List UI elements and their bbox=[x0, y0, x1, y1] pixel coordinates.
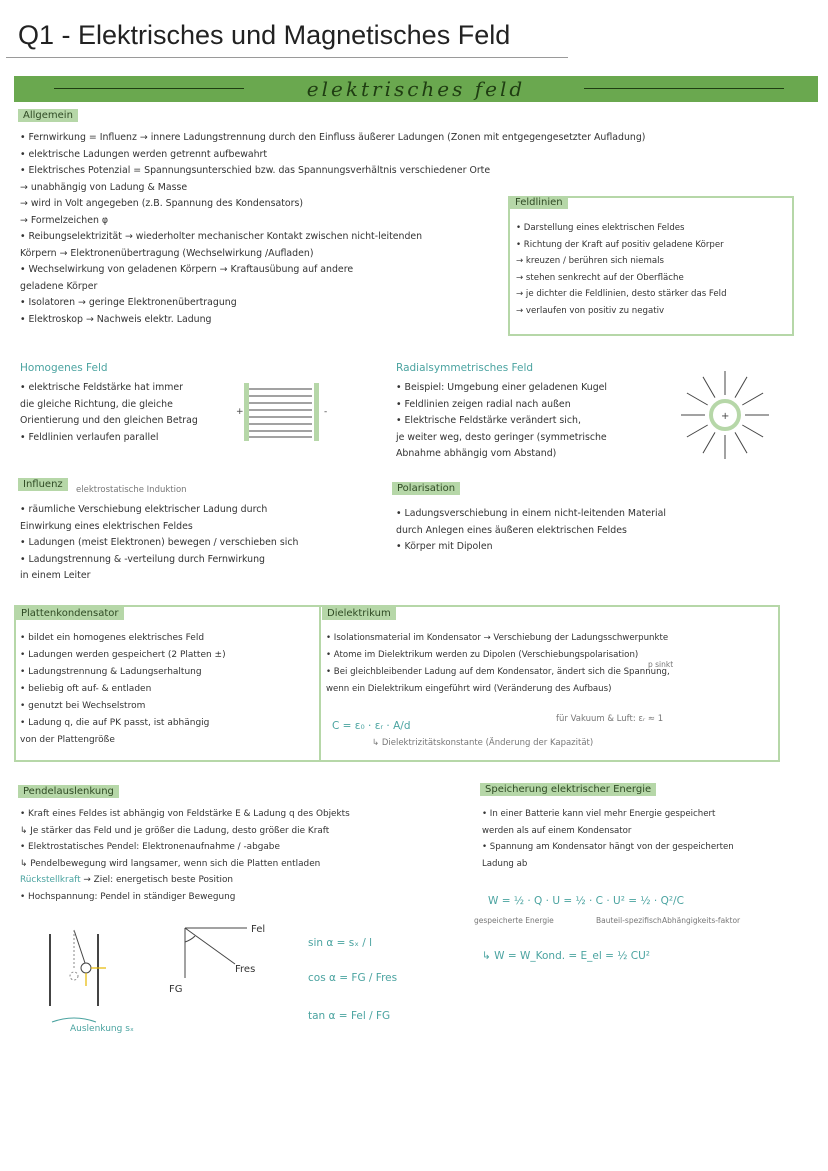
radial-list bbox=[396, 380, 607, 463]
influenz-list bbox=[20, 502, 298, 585]
radial-line: • Beispiel: Umgebung einer geladenen Kugel bbox=[396, 382, 608, 393]
energie-list bbox=[482, 806, 734, 872]
allgemein-line: • elektrische Ladungen werden getrennt aufbewahrt bbox=[20, 148, 268, 160]
allgemein-line: • Isolatoren → geringe Elektronenübertragung bbox=[20, 297, 237, 308]
section-banner bbox=[14, 76, 818, 102]
energie-line: Ladung ab bbox=[482, 858, 528, 869]
feldlinien-list bbox=[516, 220, 788, 319]
influenz-line: • räumliche Verschiebung elektrischer Ladung durch bbox=[20, 504, 268, 515]
radial-field-line bbox=[735, 377, 747, 398]
title-underline bbox=[6, 57, 568, 58]
homogen-list bbox=[20, 380, 198, 446]
sin-formula: sin α = sₓ / l bbox=[308, 937, 373, 949]
pk-line: • bildet ein homogenes elektrisches Feld bbox=[20, 633, 205, 643]
label-fel: Fel bbox=[251, 924, 266, 935]
homogen-line: die gleiche Richtung, die gleiche bbox=[20, 398, 173, 410]
force-diagram bbox=[165, 920, 285, 1000]
pendel-line: • Elektrostatisches Pendel: Elektronenaufnahme / -abgabe bbox=[20, 842, 280, 852]
label-fres: Fres bbox=[235, 964, 256, 975]
feldlinien-line: • Darstellung eines elektrischen Feldes bbox=[516, 223, 685, 233]
influenz-line: • Ladungen (meist Elektronen) bewegen / verschieben sich bbox=[20, 537, 299, 548]
influenz-line: in einem Leiter bbox=[20, 570, 91, 581]
cos-formula: cos α = FG / Fres bbox=[308, 972, 398, 984]
polarisation-line: • Ladungsverschiebung in einem nicht-leitenden Material bbox=[396, 508, 666, 519]
energy-formula: W = ½ · Q · U = ½ · C · U² = ½ · Q²/C bbox=[488, 895, 684, 907]
auslenkung-brace bbox=[52, 1018, 96, 1022]
radial-field-diagram bbox=[676, 366, 774, 464]
capacity-formula: C = ε₀ · εᵣ · A/d bbox=[332, 720, 411, 732]
rueckstell-text: → Ziel: energetisch beste Position bbox=[83, 875, 234, 885]
feldlinien-line: → stehen senkrecht auf der Oberfläche bbox=[516, 272, 684, 283]
allgemein-line: Körpern → Elektronenübertragung (Wechselwirkung /Aufladen) bbox=[20, 247, 314, 259]
pendulum-string bbox=[74, 930, 86, 966]
homogen-line: • elektrische Feldstärke hat immer bbox=[20, 382, 183, 393]
energie-line: • Spannung am Kondensator hängt von der gespeicherten bbox=[482, 842, 734, 852]
page-title: Q1 - Elektrisches und Magnetisches Feld bbox=[18, 20, 511, 50]
radial-line: Abnahme abhängig vom Abstand) bbox=[396, 448, 557, 459]
kondensator-divider bbox=[319, 607, 321, 760]
homogen-line: • Feldlinien verlaufen parallel bbox=[20, 431, 159, 443]
allgemein-line: • Elektrisches Potenzial = Spannungsunterschied bzw. das Spannungsverhältnis verschiedener Orte bbox=[20, 165, 491, 176]
pk-line: • Ladung q, die auf PK passt, ist abhängig bbox=[20, 718, 210, 728]
radial-field-line bbox=[735, 432, 747, 453]
minus-sign: - bbox=[324, 407, 328, 417]
allgemein-line: • Reibungselektrizität → wiederholter mechanischer Kontakt zwischen nicht-leitenden bbox=[20, 231, 423, 242]
rueckstell-label: Rückstellkraft bbox=[20, 875, 81, 885]
auslenkung-label: Auslenkung sₓ bbox=[70, 1024, 134, 1034]
dielektrikum-list bbox=[326, 630, 670, 698]
radial-heading: Radialsymmetrisches Feld bbox=[396, 362, 534, 374]
allgemein-heading: Allgemein bbox=[18, 109, 78, 122]
label-fg: FG bbox=[169, 984, 183, 995]
energy-formula-kond: ↳ W = W_Kond. = E_el = ½ CU² bbox=[482, 950, 651, 962]
pendel-line: • Hochspannung: Pendel in ständiger Bewegung bbox=[20, 891, 236, 902]
feldlinien-line: → kreuzen / berühren sich niemals bbox=[516, 256, 664, 266]
polarisation-line: durch Anlegen eines äußeren elektrischen Feldes bbox=[396, 524, 627, 536]
dielektrikum-annotation: p sinkt bbox=[648, 660, 674, 669]
feldlinien-line: • Richtung der Kraft auf positiv geladene Körper bbox=[516, 239, 724, 250]
influenz-subheading: elektrostatische Induktion bbox=[76, 485, 187, 495]
influenz-heading: Influenz bbox=[18, 478, 68, 491]
plattenkondensator-heading: Plattenkondensator bbox=[16, 607, 124, 620]
pendel-line-rueckstell bbox=[20, 872, 350, 889]
dk-line: • Isolationsmaterial im Kondensator → Verschiebung der Ladungsschwerpunkte bbox=[326, 633, 669, 643]
plate-positive bbox=[244, 383, 249, 441]
homogen-line: Orientierung und den gleichen Betrag bbox=[20, 415, 198, 426]
pk-line: • genutzt bei Wechselstrom bbox=[20, 701, 146, 711]
pendel-list bbox=[20, 806, 350, 905]
label-constant: Bauteil-spezifisch bbox=[596, 916, 662, 925]
polarisation-list bbox=[396, 506, 666, 556]
plattenkondensator-list bbox=[20, 630, 226, 749]
feldlinien-line: → je dichter die Feldlinien, desto stärker das Feld bbox=[516, 289, 727, 299]
dk-line: • Atome im Dielektrikum werden zu Dipolen (Verschiebungspolarisation) bbox=[326, 650, 639, 660]
radial-field-line bbox=[687, 393, 708, 405]
energie-heading: Speicherung elektrischer Energie bbox=[480, 783, 656, 796]
allgemein-line: • Elektroskop → Nachweis elektr. Ladung bbox=[20, 313, 212, 325]
pk-line: von der Plattengröße bbox=[20, 735, 115, 745]
dielektrikum-heading: Dielektrikum bbox=[322, 607, 396, 620]
allgemein-line: • Fernwirkung = Influenz → innere Ladungstrennung durch den Einfluss äußerer Ladungen (Zonen mit entgegengesetzter Aufladung) bbox=[20, 132, 646, 143]
allgemein-line: geladene Körper bbox=[20, 280, 98, 292]
radial-field-line bbox=[742, 425, 763, 437]
energie-line: • In einer Batterie kann viel mehr Energie gespeichert bbox=[482, 809, 716, 819]
pendel-line: • Kraft eines Feldes ist abhängig von Feldstärke E & Ladung q des Objekts bbox=[20, 809, 350, 819]
plus-sign: + bbox=[236, 407, 244, 417]
pendel-heading: Pendelauslenkung bbox=[18, 785, 119, 798]
pk-line: • Ladungstrennung & Ladungserhaltung bbox=[20, 667, 202, 677]
influenz-line: • Ladungstrennung & -verteilung durch Fernwirkung bbox=[20, 553, 265, 565]
feldlinien-line: → verlaufen von positiv zu negativ bbox=[516, 305, 665, 316]
dielectric-constant-note: ↳ Dielektrizitätskonstante (Änderung der Kapazität) bbox=[372, 738, 594, 748]
radial-line: • Feldlinien zeigen radial nach außen bbox=[396, 398, 571, 410]
pendulum-ball bbox=[81, 963, 91, 973]
pk-line: • beliebig oft auf- & entladen bbox=[20, 684, 152, 694]
allgemein-line: → unabhängig von Ladung & Masse bbox=[20, 181, 188, 193]
pk-line: • Ladungen werden gespeichert (2 Platten ±) bbox=[20, 650, 226, 660]
tan-formula: tan α = Fel / FG bbox=[308, 1010, 391, 1022]
energie-line: werden als auf einem Kondensator bbox=[482, 825, 632, 836]
rest-ball bbox=[70, 972, 78, 980]
pendulum-diagram bbox=[40, 926, 140, 1036]
influenz-line: Einwirkung eines elektrischen Feldes bbox=[20, 520, 193, 532]
dk-line: • Bei gleichbleibender Ladung auf dem Kondensator, ändert sich die Spannung, bbox=[326, 667, 670, 677]
field-lines bbox=[249, 389, 312, 437]
allgemein-line: → Formelzeichen φ bbox=[20, 214, 109, 226]
pendel-line: ↳ Pendelbewegung wird langsamer, wenn sich die Platten entladen bbox=[20, 858, 321, 869]
polarisation-heading: Polarisation bbox=[392, 482, 460, 495]
radial-field-line bbox=[703, 377, 715, 398]
plate-negative bbox=[314, 383, 319, 441]
allgemein-line: • Wechselwirkung von geladenen Körpern → Kraftausübung auf andere bbox=[20, 264, 354, 275]
feldlinien-heading: Feldlinien bbox=[510, 196, 568, 209]
radial-field-line bbox=[687, 425, 708, 437]
fres-vector bbox=[185, 928, 235, 964]
label-factor: Abhängigkeits-faktor bbox=[662, 916, 741, 925]
vacuum-note: für Vakuum & Luft: εᵣ ≈ 1 bbox=[556, 714, 664, 724]
alpha-arc bbox=[185, 936, 195, 942]
sphere-plus-sign: + bbox=[721, 411, 730, 422]
polarisation-line: • Körper mit Dipolen bbox=[396, 541, 493, 552]
radial-field-line bbox=[703, 432, 715, 453]
radial-line: je weiter weg, desto geringer (symmetrische bbox=[396, 431, 607, 443]
pendel-line: ↳ Je stärker das Feld und je größer die Ladung, desto größer die Kraft bbox=[20, 825, 330, 836]
radial-line: • Elektrische Feldstärke verändert sich, bbox=[396, 415, 581, 426]
label-energy: gespeicherte Energie bbox=[474, 916, 554, 925]
banner-title: elektrisches feld bbox=[306, 77, 526, 101]
allgemein-line: → wird in Volt angegeben (z.B. Spannung des Kondensators) bbox=[20, 198, 304, 209]
homogeneous-field-diagram bbox=[234, 380, 334, 444]
homogen-heading: Homogenes Feld bbox=[20, 362, 108, 374]
dk-line: wenn ein Dielektrikum eingeführt wird (Veränderung des Aufbaus) bbox=[326, 684, 612, 694]
radial-field-line bbox=[742, 393, 763, 405]
